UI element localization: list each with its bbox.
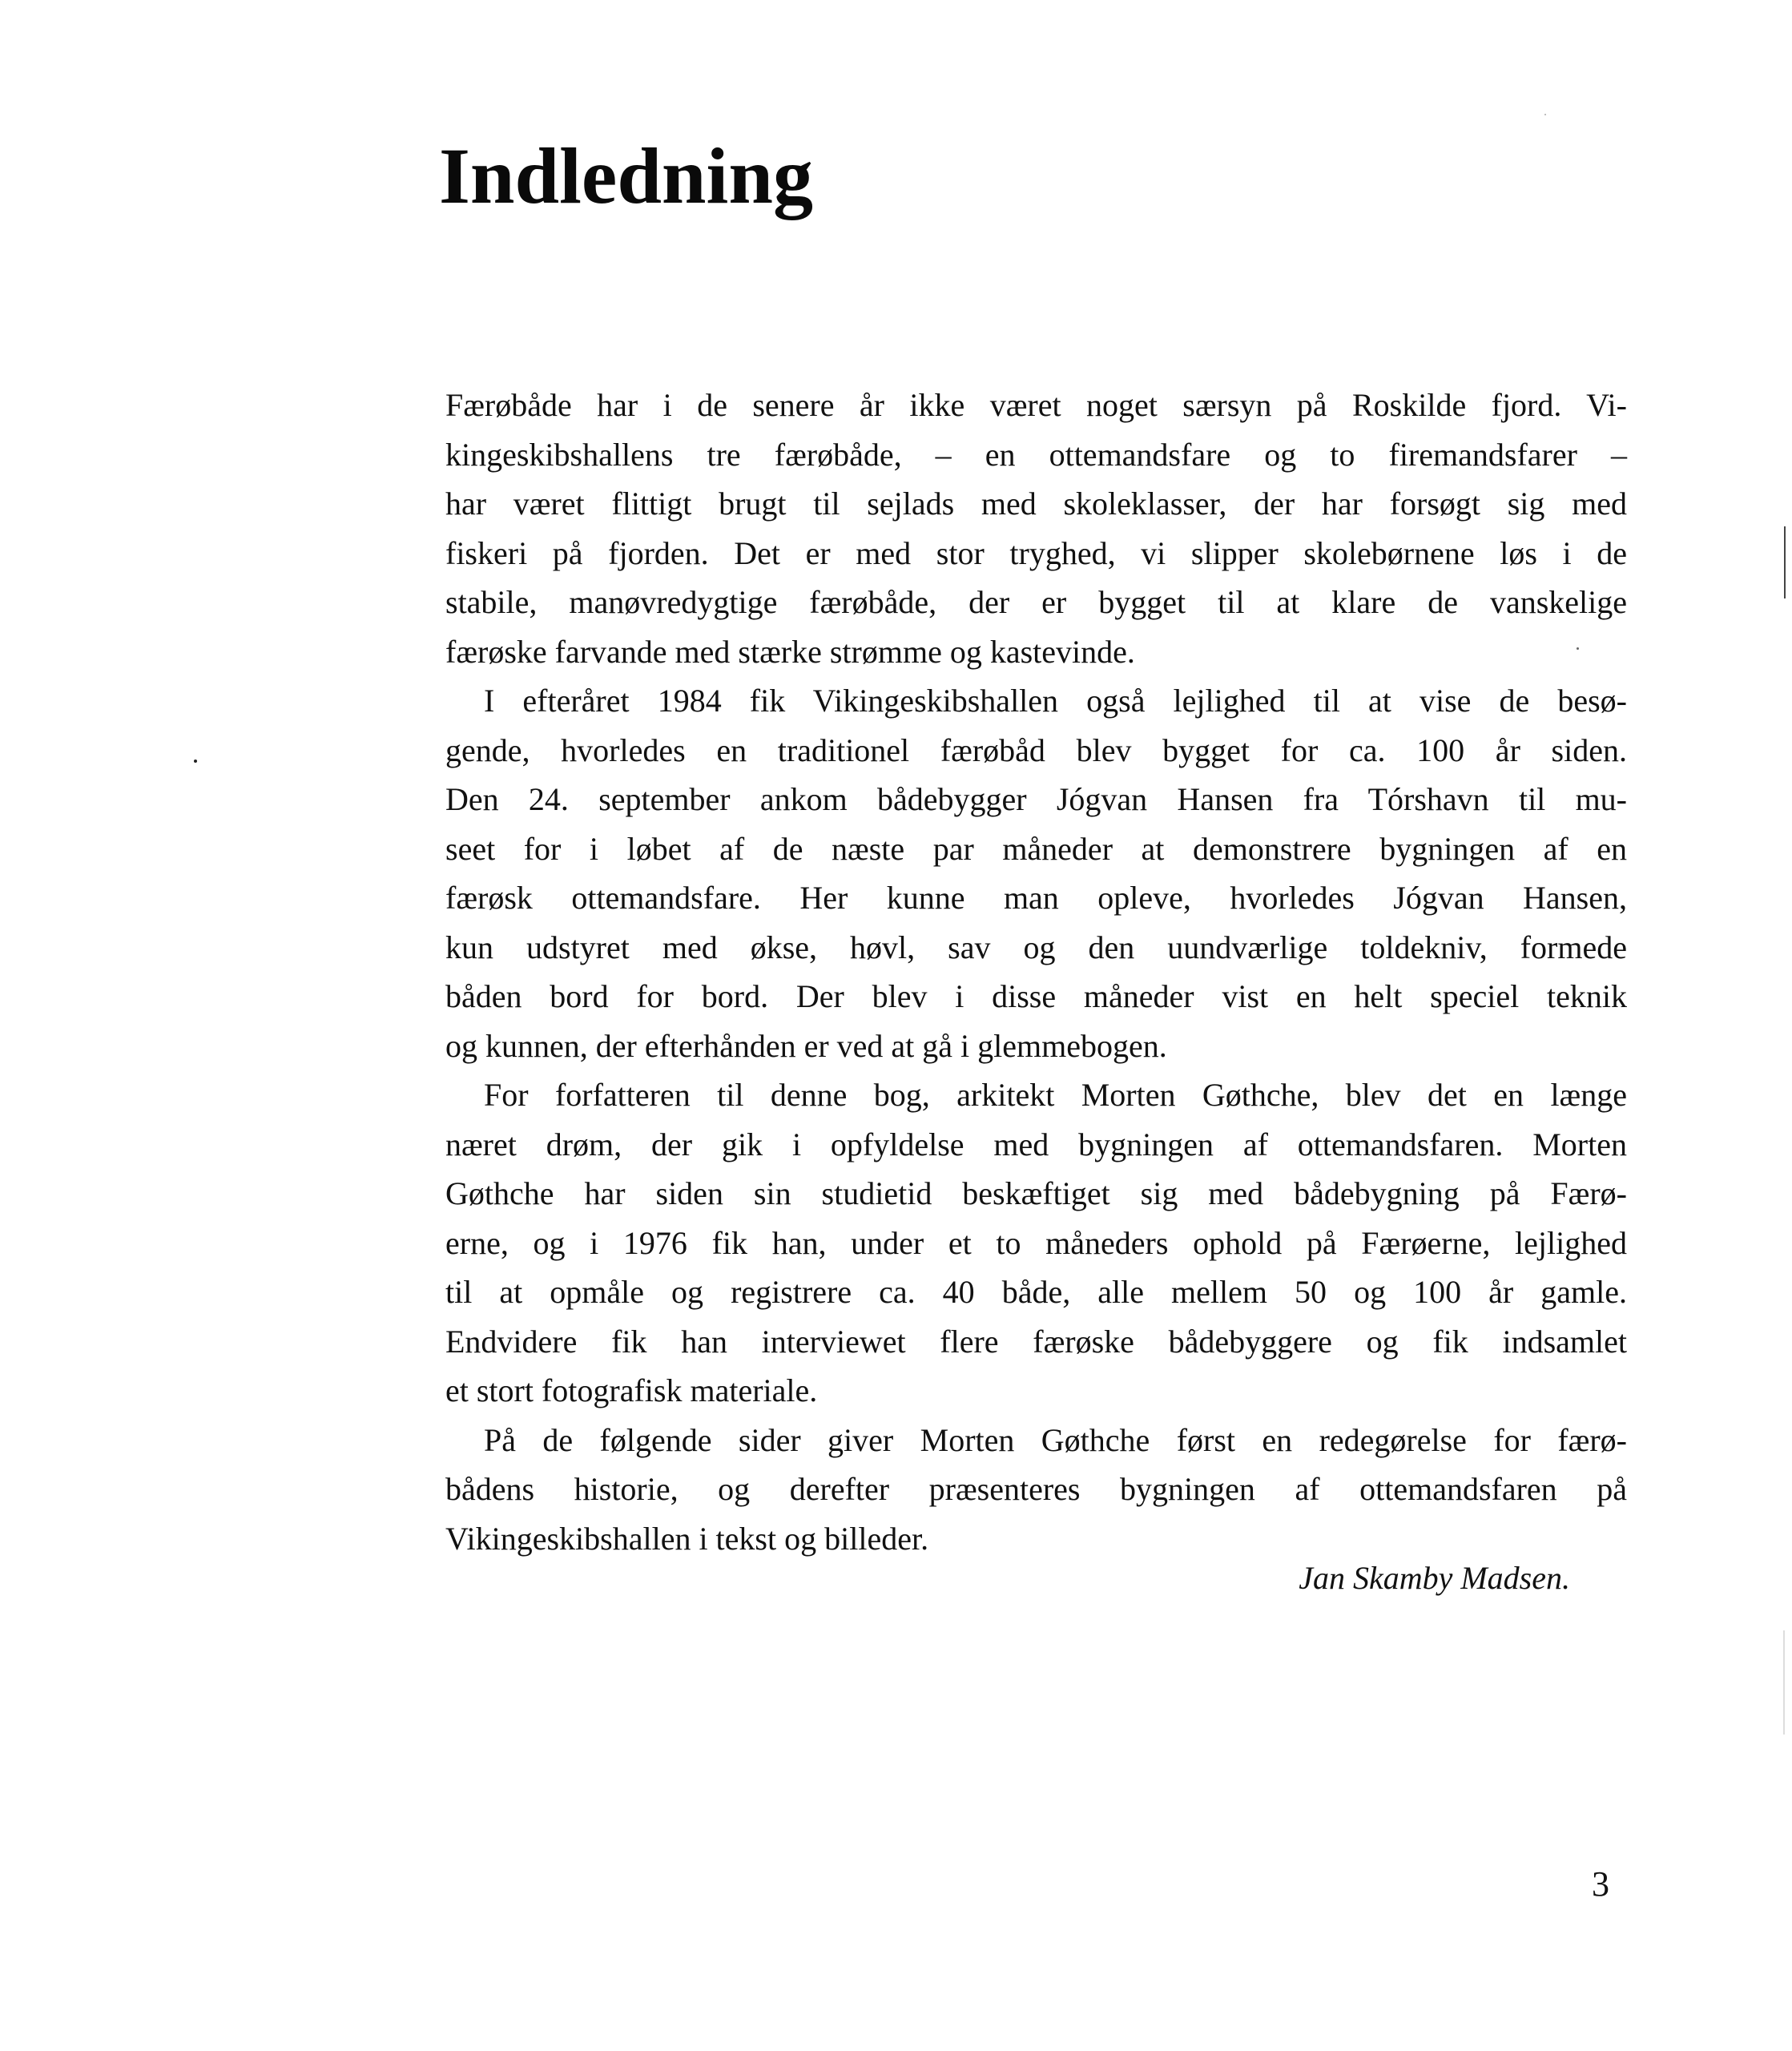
page-number: 3	[1592, 1864, 1609, 1904]
text-line: fiskeri på fjorden. Det er med stor tryghed, vi slipper skolebørnene løs i de	[445, 534, 1627, 571]
text-line: stabile, manøvredygtige færøbåde, der er bygget til at klare de vanskelige	[445, 584, 1627, 620]
page-title: Indledning	[439, 131, 813, 220]
paragraph	[445, 1070, 1627, 1416]
text-line: færøske farvande med stærke strømme og kastevinde.	[445, 633, 1135, 670]
text-line: og kunnen, der efterhånden er ved at gå i glemmebogen.	[445, 1027, 1167, 1064]
author-signature: Jan Skamby Madsen.	[1299, 1560, 1570, 1596]
scan-speck	[1544, 114, 1546, 115]
text-line: kingeskibshallens tre færøbåde, – en ottemandsfare og to firemandsfarer –	[445, 436, 1627, 473]
scan-speck	[1577, 647, 1579, 650]
text-line: Færøbåde har i de senere år ikke været noget særsyn på Roskilde fjord. Vi-	[445, 387, 1627, 423]
text-line: seet for i løbet af de næste par måneder at demonstrere bygningen af en	[445, 830, 1627, 867]
text-line: I efteråret 1984 fik Vikingeskibshallen også lejlighed til at vise de besø-	[484, 683, 1627, 719]
scan-speck	[194, 760, 197, 763]
paragraph	[445, 1416, 1627, 1564]
text-line: erne, og i 1976 fik han, under et to måneders ophold på Færøerne, lejlighed	[445, 1224, 1627, 1261]
text-line: til at opmåle og registrere ca. 40 både, alle mellem 50 og 100 år gamle.	[445, 1274, 1627, 1310]
text-line: bådens historie, og derefter præsenteres bygningen af ottemandsfaren på	[445, 1471, 1627, 1507]
body-text	[445, 381, 1627, 1563]
text-line: På de følgende sider giver Morten Gøthche først en redegørelse for færø-	[484, 1421, 1627, 1458]
text-line: et stort fotografisk materiale.	[445, 1372, 818, 1408]
text-line: Endvidere fik han interviewet flere færøske bådebyggere og fik indsamlet	[445, 1323, 1627, 1360]
text-line: næret drøm, der gik i opfyldelse med bygningen af ottemandsfaren. Morten	[445, 1126, 1627, 1163]
text-line: båden bord for bord. Der blev i disse måneder vist en helt speciel teknik	[445, 978, 1627, 1014]
text-line: kun udstyret med økse, høvl, sav og den uundværlige toldekniv, formede	[445, 929, 1627, 965]
text-line: har været flittigt brugt til sejlads med skoleklasser, der har forsøgt sig med	[445, 486, 1627, 522]
text-line: For forfatteren til denne bog, arkitekt Morten Gøthche, blev det en længe	[484, 1077, 1627, 1113]
paragraph	[445, 676, 1627, 1070]
scan-edge-mark	[1784, 526, 1786, 598]
text-line: Den 24. september ankom bådebygger Jógvan Hansen fra Tórshavn til mu-	[445, 781, 1627, 817]
text-line: Gøthche har siden sin studietid beskæftiget sig med bådebygning på Færø-	[445, 1175, 1627, 1211]
text-line: Vikingeskibshallen i tekst og billeder.	[445, 1520, 929, 1557]
scan-edge-mark	[1783, 1630, 1785, 1735]
paragraph	[445, 381, 1627, 676]
text-line: færøsk ottemandsfare. Her kunne man opleve, hvorledes Jógvan Hansen,	[445, 880, 1627, 916]
text-line: gende, hvorledes en traditionel færøbåd blev bygget for ca. 100 år siden.	[445, 731, 1627, 768]
